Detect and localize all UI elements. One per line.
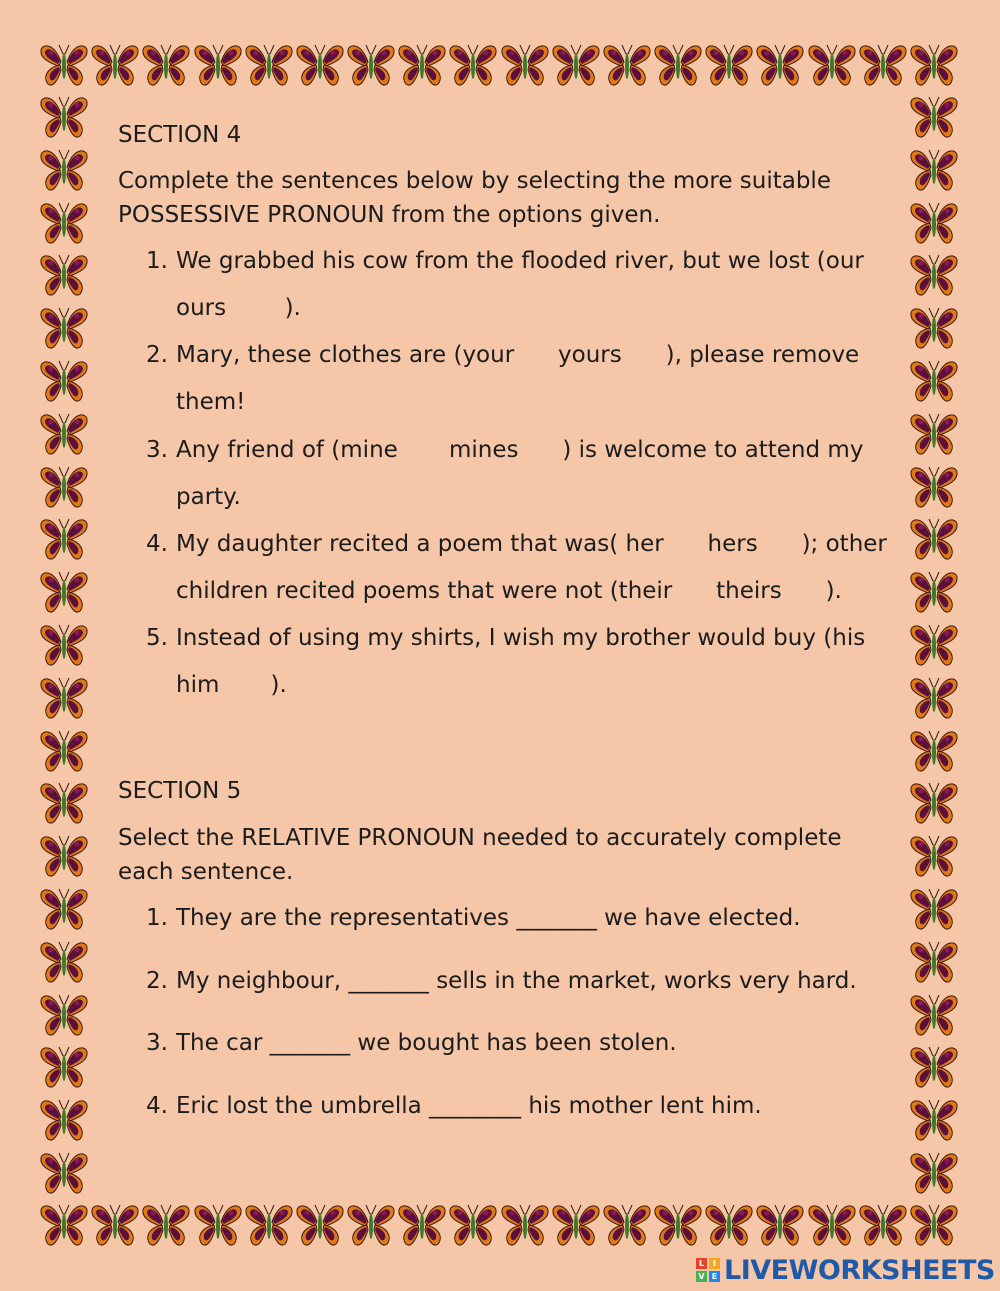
butterfly-icon — [92, 1205, 138, 1245]
butterfly-icon — [655, 1205, 701, 1245]
butterfly-icon — [911, 203, 957, 243]
butterfly-icon — [502, 45, 548, 85]
butterfly-icon — [809, 45, 855, 85]
butterfly-icon — [860, 1205, 906, 1245]
butterfly-icon — [911, 783, 957, 823]
section-4-instructions: Complete the sentences below by selecting the more suitable POSSESSIVE PRONOUN from the options given. — [118, 168, 831, 228]
butterfly-icon — [143, 1205, 189, 1245]
logo-mark-icon — [696, 1258, 720, 1282]
item-line: children recited poems that were not (their theirs ). — [176, 578, 842, 604]
butterfly-icon — [911, 678, 957, 718]
item-number: 2. — [146, 968, 168, 994]
butterfly-icon — [41, 361, 87, 401]
butterfly-icon — [911, 255, 957, 295]
butterfly-icon — [911, 1153, 957, 1193]
item-number: 1. — [146, 248, 168, 274]
butterfly-icon — [911, 45, 957, 85]
butterfly-icon — [41, 889, 87, 929]
butterfly-icon — [911, 572, 957, 612]
butterfly-icon — [911, 1100, 957, 1140]
butterfly-icon — [143, 45, 189, 85]
butterfly-icon — [911, 414, 957, 454]
butterfly-icon — [41, 519, 87, 559]
butterfly-icon — [604, 45, 650, 85]
butterfly-icon — [348, 45, 394, 85]
butterfly-icon — [450, 1205, 496, 1245]
butterfly-icon — [348, 1205, 394, 1245]
item-number: 2. — [146, 342, 168, 368]
butterfly-icon — [41, 97, 87, 137]
item-line: party. — [176, 484, 241, 510]
item-number: 3. — [146, 1030, 168, 1056]
item-line: him ). — [176, 672, 287, 698]
butterfly-icon — [911, 942, 957, 982]
butterfly-icon — [706, 1205, 752, 1245]
item-number: 4. — [146, 1093, 168, 1119]
butterfly-icon — [41, 995, 87, 1035]
butterfly-icon — [41, 572, 87, 612]
butterfly-icon — [41, 255, 87, 295]
butterfly-icon — [297, 45, 343, 85]
butterfly-icon — [41, 1100, 87, 1140]
item-number: 5. — [146, 625, 168, 651]
butterfly-icon — [911, 889, 957, 929]
butterfly-icon — [757, 45, 803, 85]
butterfly-icon — [41, 942, 87, 982]
butterfly-icon — [706, 45, 752, 85]
butterfly-icon — [911, 625, 957, 665]
butterfly-icon — [41, 308, 87, 348]
item-number: 3. — [146, 437, 168, 463]
item-line: ours ). — [176, 295, 301, 321]
butterfly-icon — [92, 45, 138, 85]
butterfly-icon — [911, 97, 957, 137]
butterfly-icon — [41, 150, 87, 190]
item-line: Any friend of (mine mines ) is welcome to attend my — [176, 437, 864, 463]
logo-mark-letter: V — [696, 1271, 707, 1282]
butterfly-icon — [195, 1205, 241, 1245]
butterfly-icon — [246, 1205, 292, 1245]
butterfly-icon — [502, 1205, 548, 1245]
butterfly-icon — [246, 45, 292, 85]
item-line: Instead of using my shirts, I wish my brother would buy (his — [176, 625, 866, 651]
item-number: 4. — [146, 531, 168, 557]
butterfly-icon — [41, 783, 87, 823]
butterfly-icon — [450, 45, 496, 85]
butterfly-icon — [911, 150, 957, 190]
butterfly-icon — [41, 625, 87, 665]
item-number: 1. — [146, 905, 168, 931]
logo-mark-letter: L — [696, 1258, 707, 1269]
butterfly-icon — [809, 1205, 855, 1245]
butterfly-icon — [41, 731, 87, 771]
butterfly-icon — [911, 731, 957, 771]
butterfly-icon — [911, 836, 957, 876]
butterfly-icon — [604, 1205, 650, 1245]
section-5-instructions: Select the RELATIVE PRONOUN needed to accurately complete each sentence. — [118, 825, 842, 885]
butterfly-icon — [297, 1205, 343, 1245]
item-text: Eric lost the umbrella ________ his mother lent him. — [176, 1093, 762, 1119]
logo-mark-letter: E — [709, 1271, 720, 1282]
butterfly-icon — [41, 836, 87, 876]
butterfly-icon — [41, 467, 87, 507]
butterfly-icon — [655, 45, 701, 85]
butterfly-icon — [195, 45, 241, 85]
butterfly-icon — [553, 45, 599, 85]
butterfly-icon — [911, 467, 957, 507]
liveworksheets-logo[interactable] — [696, 1252, 995, 1288]
item-text: They are the representatives _______ we have elected. — [176, 905, 801, 931]
logo-text: LIVEWORKSHEETS — [724, 1254, 995, 1286]
butterfly-icon — [911, 1047, 957, 1087]
butterfly-icon — [399, 45, 445, 85]
butterfly-icon — [41, 678, 87, 718]
item-line: My daughter recited a poem that was( her hers ); other — [176, 531, 887, 557]
butterfly-icon — [41, 414, 87, 454]
butterfly-icon — [911, 519, 957, 559]
butterfly-icon — [41, 1047, 87, 1087]
logo-mark-letter: I — [709, 1258, 720, 1269]
section-5-heading: SECTION 5 — [118, 778, 242, 804]
butterfly-icon — [911, 361, 957, 401]
butterfly-icon — [41, 1205, 87, 1245]
item-line: Mary, these clothes are (your yours ), please remove — [176, 342, 860, 368]
butterfly-icon — [399, 1205, 445, 1245]
butterfly-icon — [757, 1205, 803, 1245]
section-4-heading: SECTION 4 — [118, 122, 242, 148]
item-line: We grabbed his cow from the flooded river, but we lost (our — [176, 248, 864, 274]
butterfly-icon — [911, 308, 957, 348]
item-line: them! — [176, 389, 246, 415]
butterfly-icon — [911, 1205, 957, 1245]
butterfly-icon — [860, 45, 906, 85]
butterfly-icon — [553, 1205, 599, 1245]
butterfly-icon — [41, 203, 87, 243]
butterfly-icon — [911, 995, 957, 1035]
butterfly-icon — [41, 1153, 87, 1193]
item-text: My neighbour, _______ sells in the market, works very hard. — [176, 968, 857, 994]
item-text: The car _______ we bought has been stolen. — [176, 1030, 677, 1056]
butterfly-icon — [41, 45, 87, 85]
